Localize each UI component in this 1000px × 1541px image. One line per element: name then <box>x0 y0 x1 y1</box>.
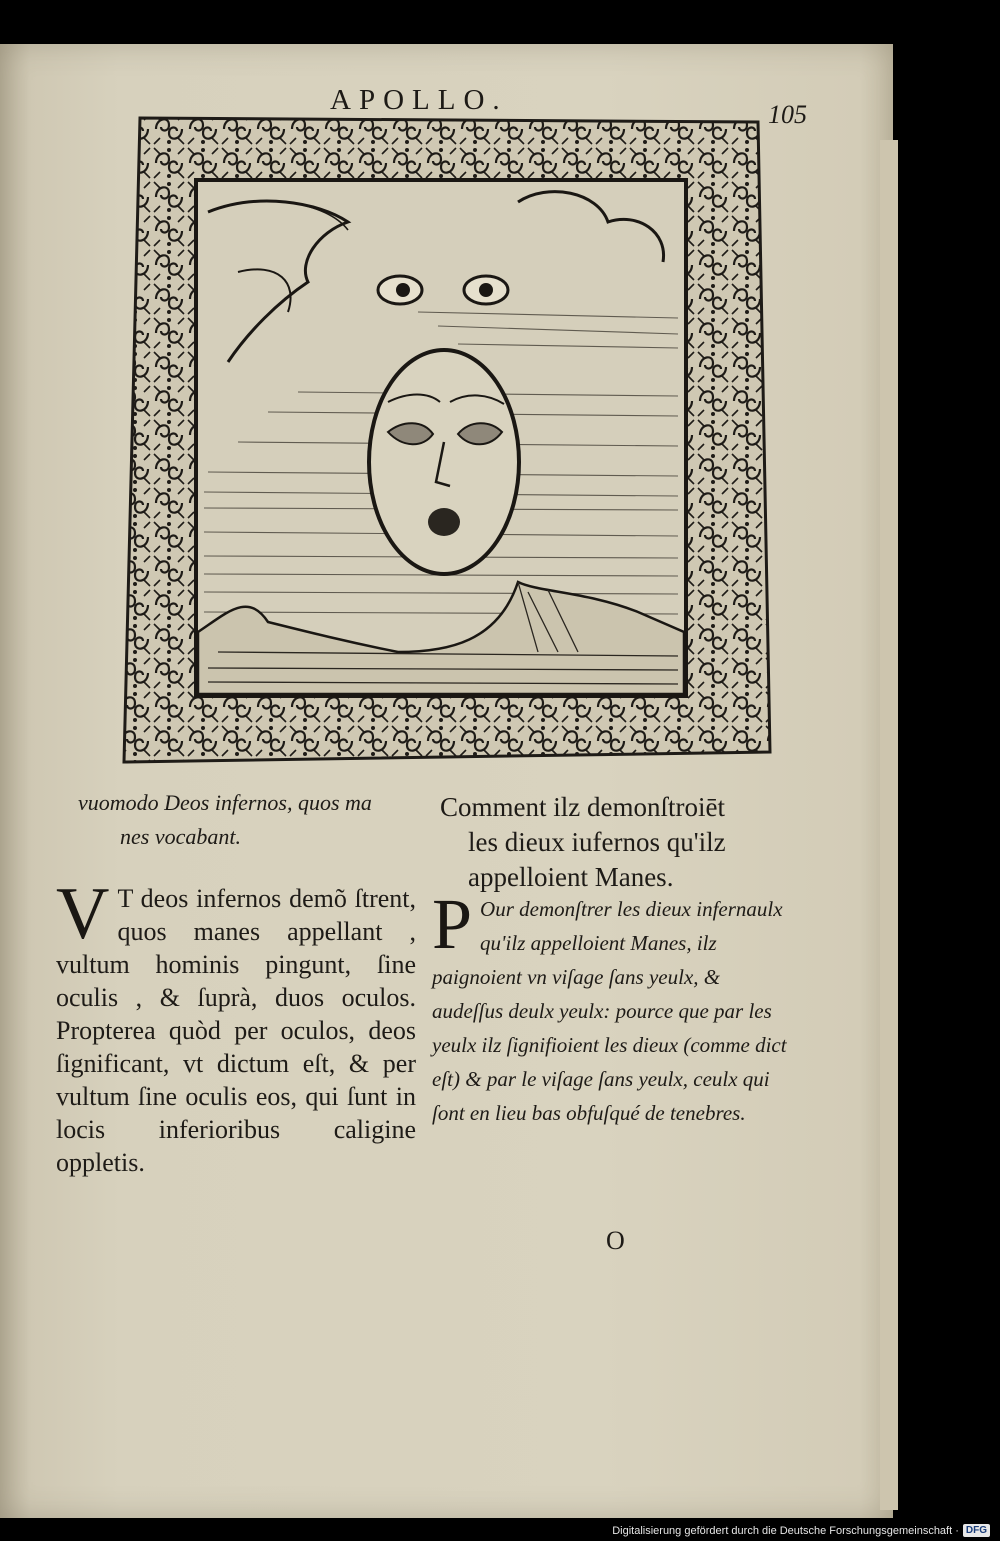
page-edge <box>880 140 898 1510</box>
french-dropcap: P <box>432 884 473 964</box>
dfg-logo-badge: DFG <box>963 1524 990 1537</box>
french-heading-line1: Comment ilz demonſtroiēt <box>440 792 725 822</box>
woodcut-illustration <box>118 112 774 770</box>
running-title: APOLLO. <box>330 84 508 116</box>
french-body-text: Our demonſtrer les dieux infernaulx qu'ilz appelloient Manes, ilz paignoient vn viſage ſans yeulx, & audeſſus deulx yeulx: pource que par les yeulx ilz ſignifioient les dieux (comme dict eſt) & par le viſage ſans yeulx, ceulx qui ſont en lieu bas obfuſqué de tenebres. <box>432 897 787 1125</box>
latin-body-text: T deos infernos demõ ſtrent, quos manes appellant , vultum hominis pingunt, ſine oculis , & ſuprà, duos oculos. Propterea quòd per oculos, deos ſignificant, vt dictum eſt, & per vultum ſine oculis eos, qui ſunt in locis inferioribus caligine oppletis. <box>56 884 416 1177</box>
french-heading-line2: les dieux iufernos qu'ilz <box>468 827 726 857</box>
latin-caption-line2: nes vocabant. <box>120 824 241 849</box>
latin-caption-line1: vuomodo Deos infernos, quos ma <box>78 790 372 815</box>
signature-mark: O <box>606 1226 625 1255</box>
digitization-credit <box>612 1524 990 1537</box>
latin-dropcap: V <box>56 873 110 955</box>
credit-text: Digitalisierung gefördert durch die Deutsche Forschungsgemeinschaft · <box>612 1524 959 1537</box>
eyeless-face <box>369 350 519 574</box>
scene <box>196 180 686 696</box>
french-heading-line3: appelloient Manes. <box>468 862 674 892</box>
page-number: 105 <box>768 100 807 129</box>
french-paragraph <box>432 884 792 1130</box>
latin-caption <box>78 786 423 854</box>
french-heading <box>440 790 800 895</box>
latin-paragraph <box>56 873 416 1179</box>
